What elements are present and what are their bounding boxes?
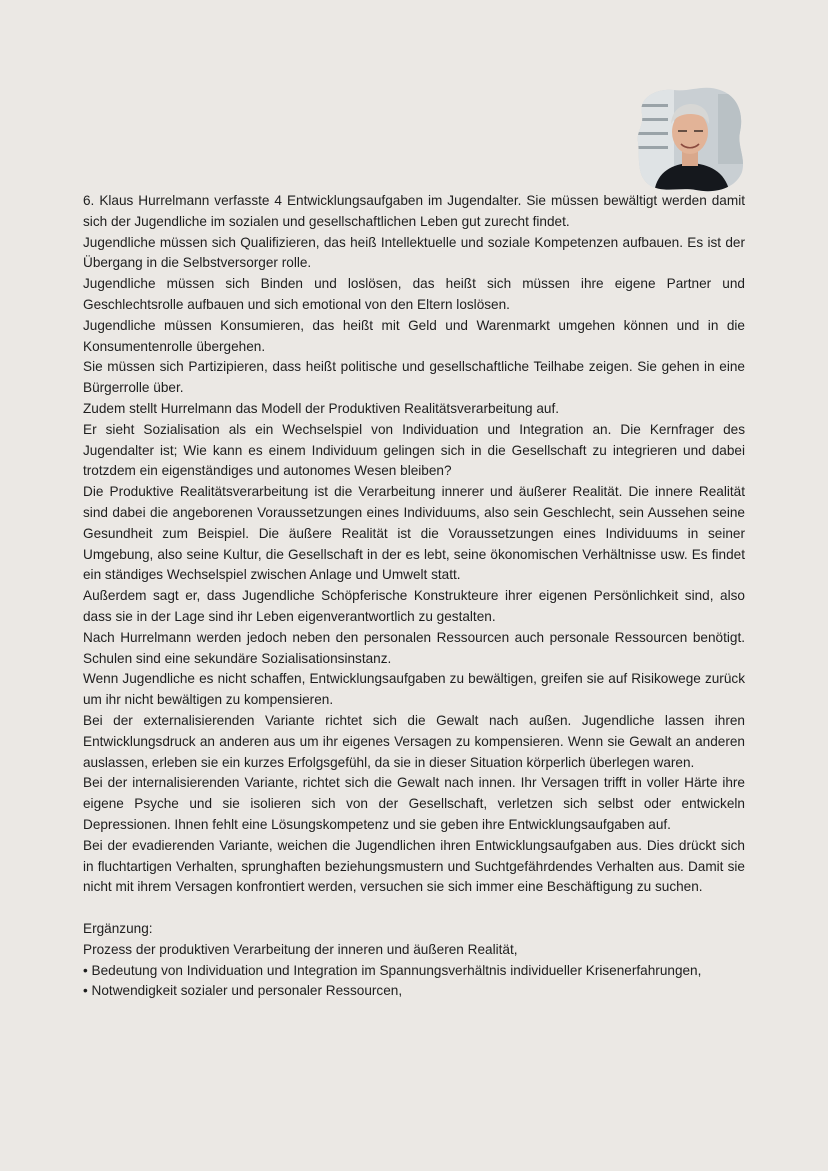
paragraph: Zudem stellt Hurrelmann das Modell der Produktiven Realitätsverarbeitung auf. bbox=[83, 400, 560, 416]
person-photo-icon bbox=[634, 84, 746, 194]
paragraph: Jugendliche müssen sich Qualifizieren, das heiß Intellektuelle und soziale Kompetenzen aufbauen. Es ist der Übergang in die Selbstversorger rolle. bbox=[83, 234, 745, 271]
paragraph: Er sieht Sozialisation als ein Wechselspiel von Individuation und Integration an. Die Kernfrager des Jugendalter ist; Wie kann es einem Individuum gelingen sich in die Gesellschaft zu integrieren und dabei trotzdem ein eigenständiges und autonomes Wesen bleiben? bbox=[83, 421, 745, 479]
paragraph: Bei der internalisierenden Variante, richtet sich die Gewalt nach innen. Ihr Versagen trifft in voller Härte ihre eigene Psyche und sie isolieren sich von der Gesellschaft, verletzen sich selbst oder entwickeln Depressionen. Ihnen fehlt eine Lösungskompetenz und sie geben ihre Entwicklungsaufgaben auf. bbox=[83, 775, 745, 832]
paragraph: Außerdem sagt er, dass Jugendliche Schöpferische Konstrukteure ihrer eigenen Persönlichkeit sind, also dass sie in der Lage sind ihr Leben eigenverantwortlich zu gestalten. bbox=[83, 588, 745, 624]
paragraph: 6. Klaus Hurrelmann verfasste 4 Entwicklungsaufgaben im Jugendalter. Sie müssen bewältigt werden damit sich der Jugendliche im sozialen und gesellschaftlichen Leben gut zurecht findet. bbox=[83, 193, 745, 229]
main-text bbox=[83, 191, 745, 1002]
bullet-item: • Bedeutung von Individuation und Integration im Spannungsverhältnis individueller Krisenerfahrungen, bbox=[83, 962, 702, 978]
paragraph: Bei der externalisierenden Variante richtet sich die Gewalt nach außen. Jugendliche lassen ihren Entwicklungsdruck an anderen aus um ihr eigenes Versagen zu kompensieren. Wenn sie Gewalt an anderen auslassen, erleben sie ein kurzes Erfolgsgefühl, da sie in dieser Situation körperlich überlegen waren. bbox=[83, 712, 745, 770]
bullet-item: • Notwendigkeit sozialer und personaler Ressourcen, bbox=[83, 983, 403, 999]
supplement-heading: Ergänzung: bbox=[83, 921, 153, 937]
spacer bbox=[83, 898, 745, 919]
paragraph: Die Produktive Realitätsverarbeitung ist die Verarbeitung innerer und äußerer Realität. Die innere Realität sind dabei die angeborenen Voraussetzungen eines Individuums, also sein Geschlecht, sein Aussehen seine Gesundheit zum Beispiel. Die äußere Realität ist die Voraussetzungen eines Individuums in seiner Umgebung, also seine Kultur, die Gesellschaft in der es lebt, seine ökonomischen Verhältnisse usw. Es findet ein ständiges Wechselspiel zwischen Anlage und Umwelt statt. bbox=[83, 484, 745, 583]
paragraph: Nach Hurrelmann werden jedoch neben den personalen Ressourcen auch personale Ressourcen benötigt. Schulen sind eine sekundäre Sozialisationsinstanz. bbox=[83, 629, 745, 666]
paragraph: Jugendliche müssen Konsumieren, das heißt mit Geld und Warenmarkt umgehen können und in die Konsumentenrolle übergehen. bbox=[83, 317, 745, 354]
supplement-intro: Prozess der produktiven Verarbeitung der inneren und äußeren Realität, bbox=[83, 941, 518, 957]
paragraph: Sie müssen sich Partizipieren, dass heißt politische und gesellschaftliche Teilhabe zeigen. Sie gehen in eine Bürgerrolle über. bbox=[83, 359, 745, 396]
paragraph: Bei der evadierenden Variante, weichen die Jugendlichen ihren Entwicklungsaufgaben aus. Dies drückt sich in fluchtartigen Verhalten, sprunghaften beziehungsmustern und Suchtgefährdendes Verhalten aus. Damit sie nicht mit ihrem Versagen konfrontiert werden, versuchen sie sich immer eine Beschäftigung zu suchen. bbox=[83, 837, 745, 895]
paragraph: Jugendliche müssen sich Binden und loslösen, das heißt sich müssen ihre eigene Partner und Geschlechtsrolle aufbauen und sich emotional von den Eltern loslösen. bbox=[83, 276, 745, 312]
paragraph: Wenn Jugendliche es nicht schaffen, Entwicklungsaufgaben zu bewältigen, greifen sie auf Risikowege zurück um ihr nicht bewältigen zu kompensieren. bbox=[83, 671, 745, 708]
